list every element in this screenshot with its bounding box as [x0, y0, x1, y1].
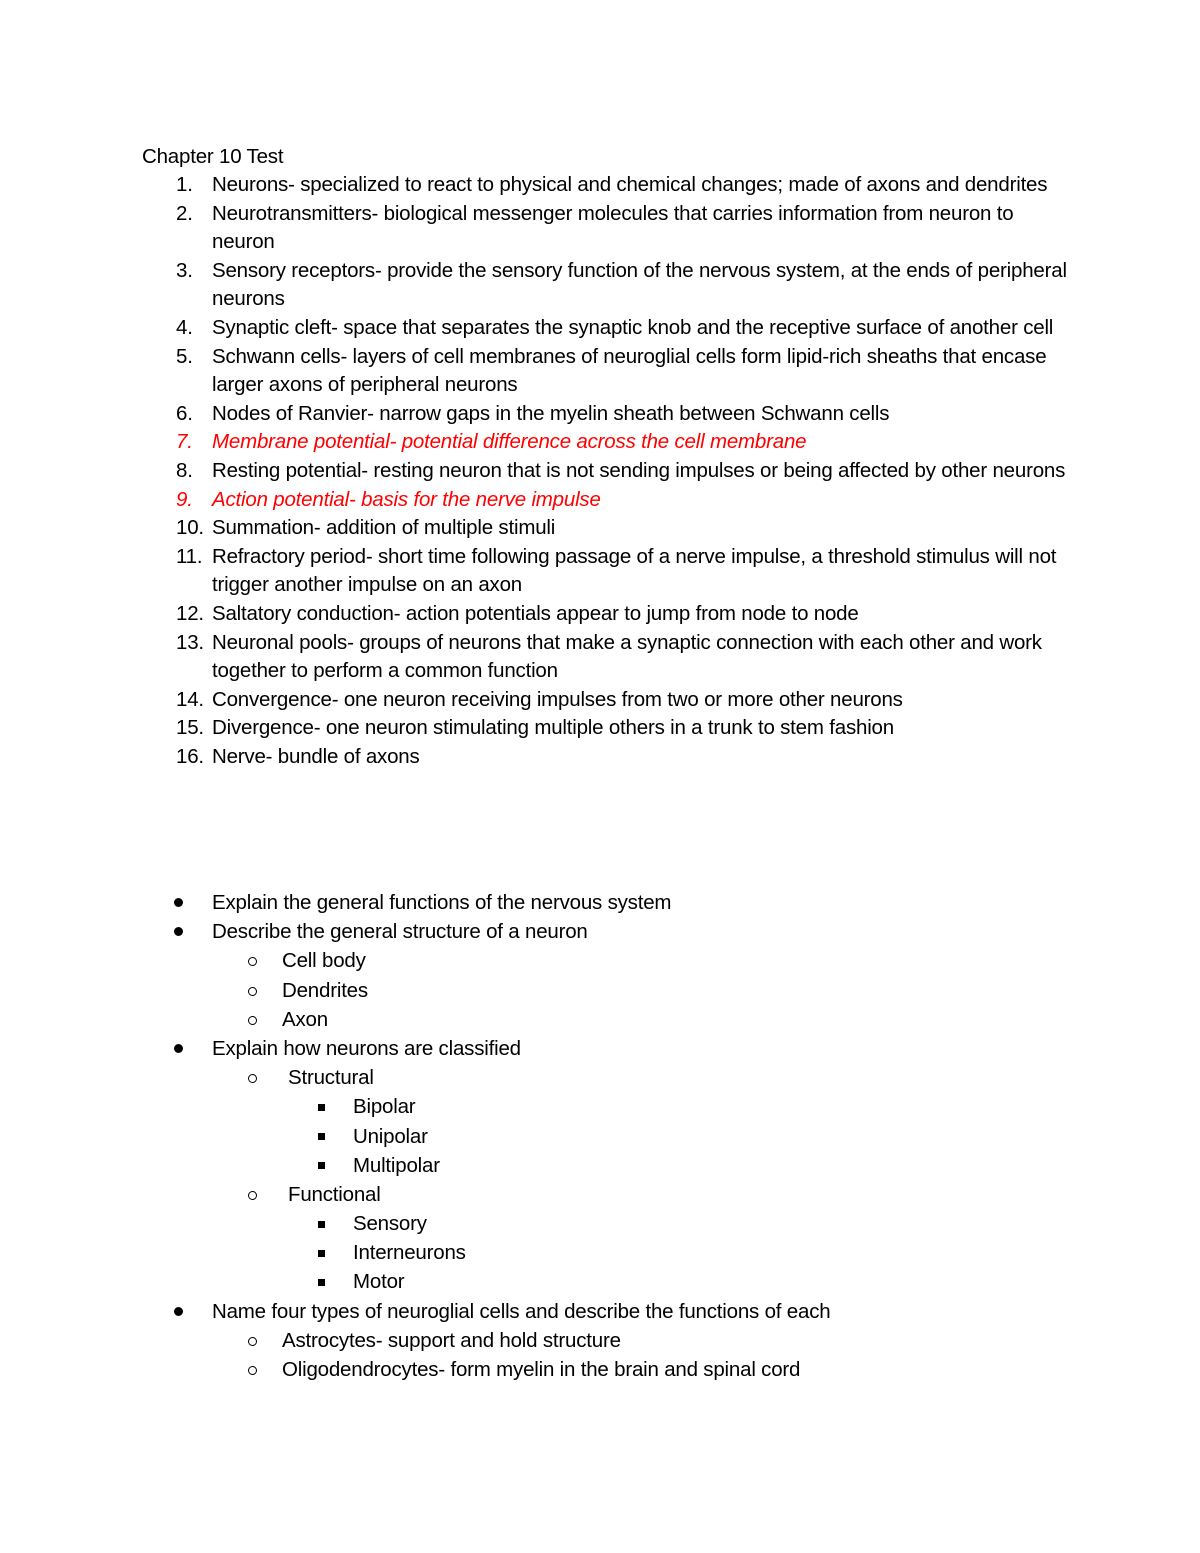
bullet-circle-icon — [248, 1355, 257, 1384]
outline-item-level-3 — [0, 1267, 1200, 1296]
outline-item-text: Name four types of neuroglial cells and describe the functions of each — [212, 1299, 831, 1323]
term-list-item — [0, 171, 1072, 200]
term-number: 2. — [176, 201, 193, 225]
bullet-dot-icon — [174, 1297, 183, 1326]
outline-item-level-3 — [0, 1151, 1200, 1180]
term-text: Refractory period- short time following passage of a nerve impulse, a threshold stimulus will not trigger another impulse on an axon — [212, 544, 1057, 597]
term-text: Saltatory conduction- action potentials appear to jump from node to node — [212, 601, 859, 625]
document-title: Chapter 10 Test — [142, 145, 284, 168]
term-text: Resting potential- resting neuron that is not sending impulses or being affected by other neurons — [212, 458, 1066, 482]
term-list-item — [0, 543, 1072, 600]
outline-item-level-2 — [0, 976, 1200, 1005]
bullet-circle-icon — [248, 1005, 257, 1034]
term-text: Action potential- basis for the nerve impulse — [212, 487, 601, 511]
bullet-circle-icon — [248, 1180, 257, 1209]
term-list-item — [0, 200, 1072, 257]
term-list-item — [0, 400, 1072, 429]
term-number: 12. — [176, 601, 204, 625]
objectives-bullet-list — [0, 888, 1200, 1384]
outline-item-text: Dendrites — [282, 978, 368, 1002]
term-list-item — [0, 314, 1072, 343]
term-list-item — [0, 629, 1072, 686]
bullet-square-icon — [318, 1267, 325, 1296]
bullet-square-icon — [318, 1122, 325, 1151]
outline-item-text: Unipolar — [353, 1124, 428, 1148]
term-number: 4. — [176, 315, 193, 339]
term-text: Nodes of Ranvier- narrow gaps in the myelin sheath between Schwann cells — [212, 401, 890, 425]
term-text: Neurotransmitters- biological messenger molecules that carries information from neuron to neuron — [212, 201, 1014, 254]
term-number: 11. — [176, 544, 203, 568]
term-list-item — [0, 428, 1072, 457]
term-list-item — [0, 686, 1072, 715]
term-text: Nerve- bundle of axons — [212, 744, 420, 768]
term-number: 15. — [176, 716, 204, 740]
bullet-circle-icon — [248, 1326, 257, 1355]
bullet-square-icon — [318, 1151, 325, 1180]
outline-item-level-1 — [0, 917, 1200, 946]
bullet-dot-icon — [174, 1034, 183, 1063]
term-list-item — [0, 486, 1072, 515]
outline-item-text: Sensory — [353, 1212, 427, 1236]
term-text: Summation- addition of multiple stimuli — [212, 516, 556, 540]
term-number: 8. — [176, 458, 193, 482]
term-number: 10. — [176, 516, 204, 540]
term-list-item — [0, 457, 1072, 486]
term-number: 5. — [176, 344, 193, 368]
outline-item-text: Structural — [288, 1066, 374, 1090]
term-list-item — [0, 600, 1072, 629]
term-list-item — [0, 743, 1072, 772]
outline-item-text: Multipolar — [353, 1153, 440, 1177]
term-number: 16. — [176, 744, 204, 768]
term-number: 13. — [176, 630, 204, 654]
term-list-item — [0, 514, 1072, 543]
bullet-dot-icon — [174, 917, 183, 946]
outline-item-text: Bipolar — [353, 1095, 416, 1119]
term-text: Divergence- one neuron stimulating multiple others in a trunk to stem fashion — [212, 716, 894, 740]
term-list-item — [0, 343, 1072, 400]
outline-item-level-3 — [0, 1092, 1200, 1121]
bullet-circle-icon — [248, 1063, 257, 1092]
outline-item-text: Oligodendrocytes- form myelin in the brain and spinal cord — [282, 1358, 801, 1381]
outline-item-level-2 — [0, 1180, 1200, 1209]
term-number: 9. — [176, 487, 193, 511]
outline-item-level-2 — [0, 946, 1200, 975]
bullet-square-icon — [318, 1238, 325, 1267]
bullet-square-icon — [318, 1209, 325, 1238]
term-number: 14. — [176, 687, 204, 711]
outline-item-level-2 — [0, 1355, 1200, 1384]
term-text: Sensory receptors- provide the sensory function of the nervous system, at the ends of peripheral neurons — [212, 258, 1067, 311]
outline-item-text: Interneurons — [353, 1241, 466, 1265]
bullet-dot-icon — [174, 888, 183, 917]
outline-item-text: Explain how neurons are classified — [212, 1036, 521, 1060]
outline-item-text: Cell body — [282, 949, 366, 973]
outline-item-level-3 — [0, 1209, 1200, 1238]
term-number: 6. — [176, 401, 193, 425]
term-list-item — [0, 714, 1072, 743]
outline-item-text: Astrocytes- support and hold structure — [282, 1328, 621, 1352]
outline-item-level-2 — [0, 1005, 1200, 1034]
outline-item-text: Axon — [282, 1007, 328, 1031]
term-list-item — [0, 257, 1072, 314]
outline-item-level-1 — [0, 888, 1200, 917]
term-text: Synaptic cleft- space that separates the synaptic knob and the receptive surface of another cell — [212, 315, 1054, 339]
outline-item-text: Explain the general functions of the nervous system — [212, 891, 672, 914]
term-text: Neurons- specialized to react to physical and chemical changes; made of axons and dendrites — [212, 173, 1048, 196]
outline-item-text: Motor — [353, 1270, 405, 1294]
outline-item-level-3 — [0, 1238, 1200, 1267]
term-number: 3. — [176, 258, 193, 282]
outline-item-level-1 — [0, 1297, 1200, 1326]
bullet-square-icon — [318, 1092, 325, 1121]
outline-item-level-2 — [0, 1326, 1200, 1355]
term-number: 1. — [176, 173, 193, 196]
outline-item-level-2 — [0, 1063, 1200, 1092]
term-text: Membrane potential- potential difference across the cell membrane — [212, 430, 807, 454]
outline-item-text: Functional — [288, 1182, 381, 1206]
bullet-circle-icon — [248, 946, 257, 975]
terms-numbered-list — [0, 171, 1200, 771]
term-text: Neuronal pools- groups of neurons that make a synaptic connection with each other and work together to perform a common function — [212, 630, 1042, 683]
term-text: Schwann cells- layers of cell membranes of neuroglial cells form lipid-rich sheaths that encase larger axons of peripheral neurons — [212, 344, 1047, 397]
outline-item-level-1 — [0, 1034, 1200, 1063]
bullet-circle-icon — [248, 976, 257, 1005]
term-text: Convergence- one neuron receiving impulses from two or more other neurons — [212, 687, 903, 711]
term-number: 7. — [176, 430, 193, 454]
outline-item-text: Describe the general structure of a neuron — [212, 920, 588, 944]
outline-item-level-3 — [0, 1122, 1200, 1151]
